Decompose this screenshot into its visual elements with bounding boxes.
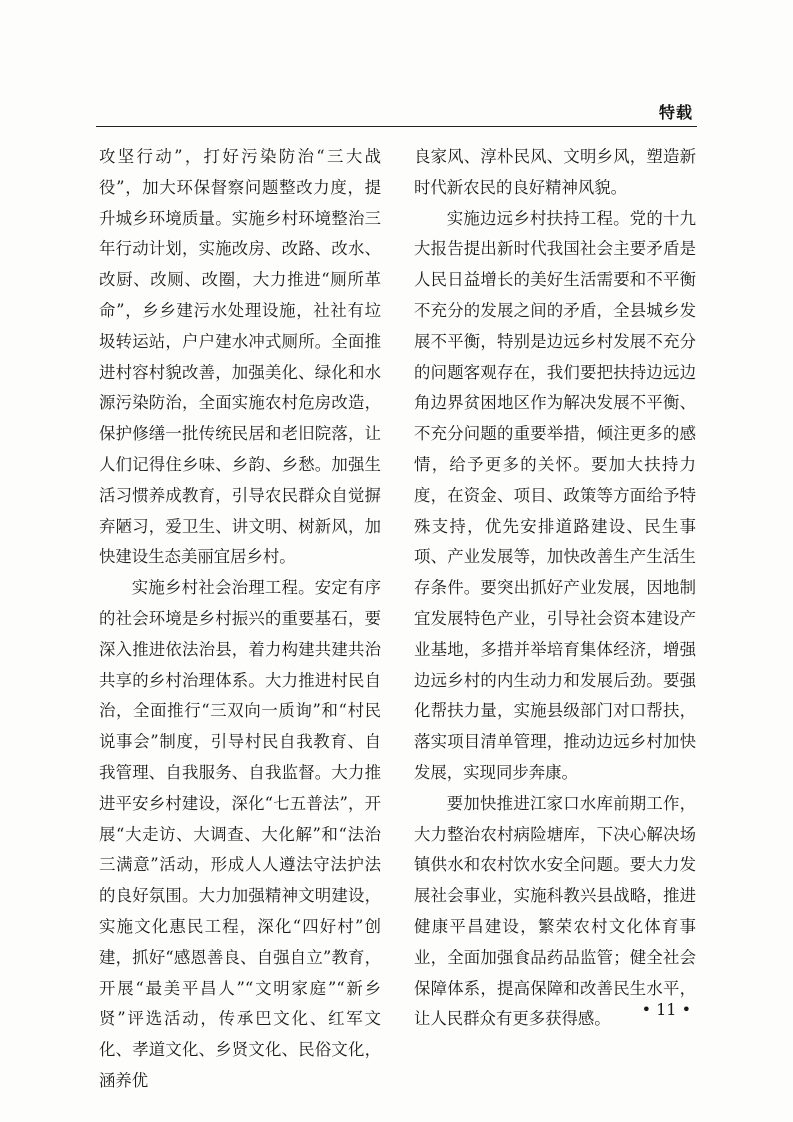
- paragraph-remote-villages: 实施边远乡村扶持工程。党的十九大报告提出新时代我国社会主要矛盾是人民日益增长的美好生活需要和不平衡不充分的发展之间的矛盾，全县城乡发展不平衡，特别是边远乡村发展不充分的问题客观存在，我们要把扶持边远边角边界贫困地区作为解决发展不平衡、不充分问题的重要举措，倾注更多的感情，给予更多的关怀。要加大扶持力度，在资金、项目、政策等方面给予特殊支持，优先安排道路建设、民生事项、产业发展等，加快改善生产生活生存条件。要突出抓好产业发展，因地制宜发展特色产业，引导社会资本建设产业基地，多措并举培育集体经济，增强边远乡村的内生动力和发展后劲。要强化帮扶力量，实施县级部门对口帮扶，落实项目清单管理，推动边远乡村加快发展，实现同步奔康。: [414, 208, 696, 782]
- left-column: [99, 142, 381, 1097]
- section-label: 特载: [658, 103, 693, 122]
- header-divider: [96, 126, 697, 127]
- paragraph-reservoir-livelihood: 要加快推进江家口水库前期工作，大力整治农村病险塘库，下决心解决场镇供水和农村饮水安全问题。要大力发展社会事业，实施科教兴县战略，推进健康平昌建设，繁荣农村文化体育事业，全面加强食品药品监管；健全社会保障体系，提高保障和改善民生水平，让人民群众有更多获得感。: [414, 793, 696, 1029]
- right-column: [414, 142, 696, 1035]
- paragraph-social-governance: 实施乡村社会治理工程。安定有序的社会环境是乡村振兴的重要基石，要深入推进依法治县，着力构建共建共治共享的乡村治理体系。大力推进村民自治，全面推行“三双向一质询”和“村民说事会”制度，引导村民自我教育、自我管理、自我服务、自我监督。大力推进平安乡村建设，深化“七五普法”，开展“大走访、大调查、大化解”和“法治三满意”活动，形成人人遵法守法护法的良好氛围。大力加强精神文明建设，实施文化惠民工程，深化“四好村”创建，抓好“感恩善良、自强自立”教育，开展“最美平昌人”“文明家庭”“新乡贤”评选活动，传承巴文化、红军文化、孝道文化、乡贤文化、民俗文化，涵养优: [99, 578, 381, 1090]
- paragraph-environment-continued: 攻坚行动”，打好污染防治“三大战役”，加大环保督察问题整改力度，提升城乡环境质量。实施乡村环境整治三年行动计划，实施改房、改路、改水、改厨、改厕、改圈，大力推进“厕所革命”，乡乡建污水处理设施，社社有垃圾转运站，户户建水冲式厕所。全面推进村容村貌改善，加强美化、绿化和水源污染防治，全面实施农村危房改造，保护修缮一批传统民居和老旧院落，让人们记得住乡味、乡韵、乡愁。加强生活习惯养成教育，引导农民群众自觉摒弃陋习，爱卫生、讲文明、树新风，加快建设生态美丽宜居乡村。: [99, 147, 381, 567]
- paragraph-folk-customs-continued: 良家风、淳朴民风、文明乡风，塑造新时代新农民的良好精神风貌。: [414, 147, 696, 197]
- page-number: • 11 •: [641, 1000, 691, 1019]
